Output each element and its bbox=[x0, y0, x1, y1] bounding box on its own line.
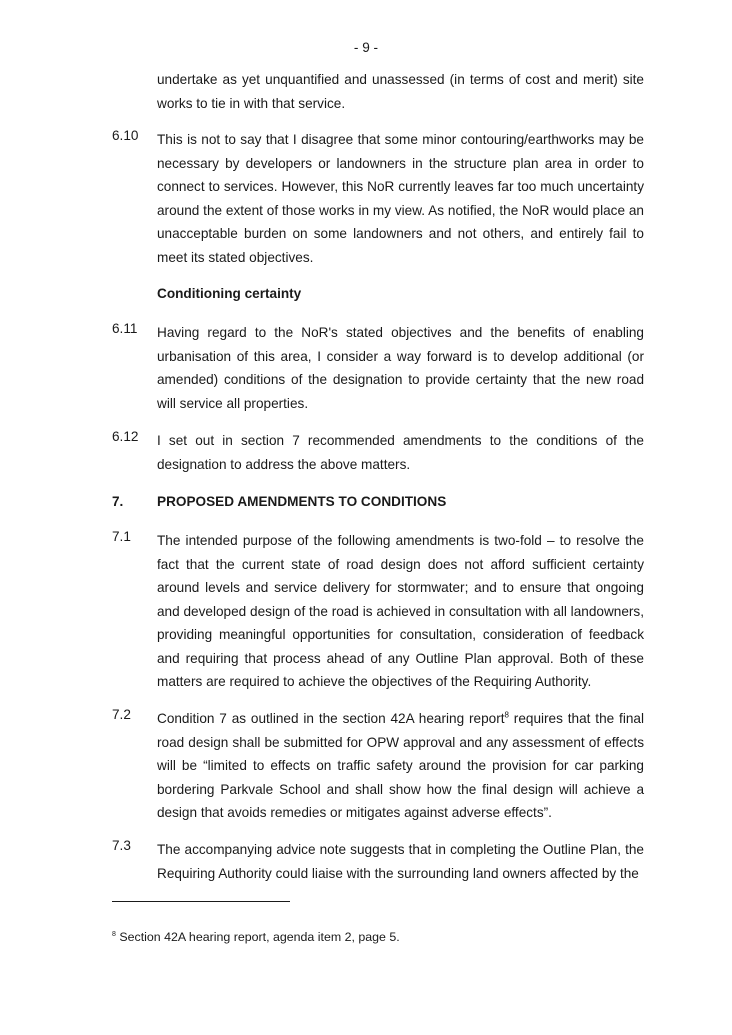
paragraph-text bbox=[157, 707, 644, 825]
paragraph-7-2 bbox=[112, 707, 644, 825]
paragraph-number: 7.2 bbox=[112, 707, 131, 722]
paragraph-6-12 bbox=[112, 429, 644, 476]
paragraph-text: The accompanying advice note suggests that in completing the Outline Plan, the Requiring Authority could liaise with the surrounding land owners affected by the bbox=[157, 842, 644, 881]
paragraph-text-after: requires that the final road design shall be submitted for OPW approval and any assessment of effects will be “limited to effects on traffic safety around the provision for car parking bordering Parkvale School and shall show how the final design will achieve a design that avoids remedies or mitigates against adverse effects”. bbox=[157, 711, 644, 820]
footnote-marker: 8 bbox=[112, 930, 116, 938]
section-heading bbox=[112, 494, 644, 509]
paragraph-number: 6.12 bbox=[112, 429, 139, 444]
paragraph-number: 6.10 bbox=[112, 128, 139, 143]
page-number: - 9 - bbox=[353, 40, 379, 55]
paragraph-text: Having regard to the NoR's stated objectives and the benefits of enabling urbanisation of this area, I consider a way forward is to develop additional (or amended) conditions of the designation to provide certainty that the new road will service all properties. bbox=[157, 325, 644, 411]
paragraph-7-1 bbox=[112, 529, 644, 694]
paragraph-number: 6.11 bbox=[112, 321, 138, 336]
footnote-divider bbox=[112, 901, 290, 902]
footnote bbox=[112, 930, 400, 944]
continuation-paragraph bbox=[112, 68, 644, 115]
paragraph-text: This is not to say that I disagree that some minor contouring/earthworks may be necessary by developers or landowners in the structure plan area in order to connect to services. However, this NoR currently leaves far too much uncertainty around the extent of those works in my view. As notified, the NoR would place an unacceptable burden on some landowners and not others, and entirely fail to meet its stated objectives. bbox=[157, 132, 644, 265]
footnote-text: Section 42A hearing report, agenda item 2, page 5. bbox=[115, 930, 400, 944]
paragraph-text: I set out in section 7 recommended amendments to the conditions of the designation to address the above matters. bbox=[157, 433, 644, 472]
section-title: PROPOSED AMENDMENTS TO CONDITIONS bbox=[157, 494, 447, 509]
section-number: 7. bbox=[112, 494, 124, 509]
paragraph-text: The intended purpose of the following amendments is two-fold – to resolve the fact that the current state of road design does not afford sufficient certainty around levels and service delivery for stormwater; and to ensure that ongoing and developed design of the road is achieved in consultation with all landowners, providing meaningful opportunities for consultation, consideration of feedback and requiring that process ahead of any Outline Plan approval. Both of these matters are required to achieve the objectives of the Requiring Authority. bbox=[157, 533, 644, 689]
paragraph-6-11 bbox=[112, 321, 644, 415]
subheading-conditioning-certainty: Conditioning certainty bbox=[157, 286, 302, 301]
paragraph-6-10 bbox=[112, 128, 644, 269]
paragraph-text: undertake as yet unquantified and unassessed (in terms of cost and merit) site works to tie in with that service. bbox=[157, 72, 644, 111]
paragraph-number: 7.1 bbox=[112, 529, 131, 544]
paragraph-7-3 bbox=[112, 838, 644, 885]
paragraph-text-before: Condition 7 as outlined in the section 42A hearing report bbox=[157, 711, 505, 726]
paragraph-number: 7.3 bbox=[112, 838, 131, 853]
footnote-reference[interactable]: 8 bbox=[504, 710, 509, 720]
